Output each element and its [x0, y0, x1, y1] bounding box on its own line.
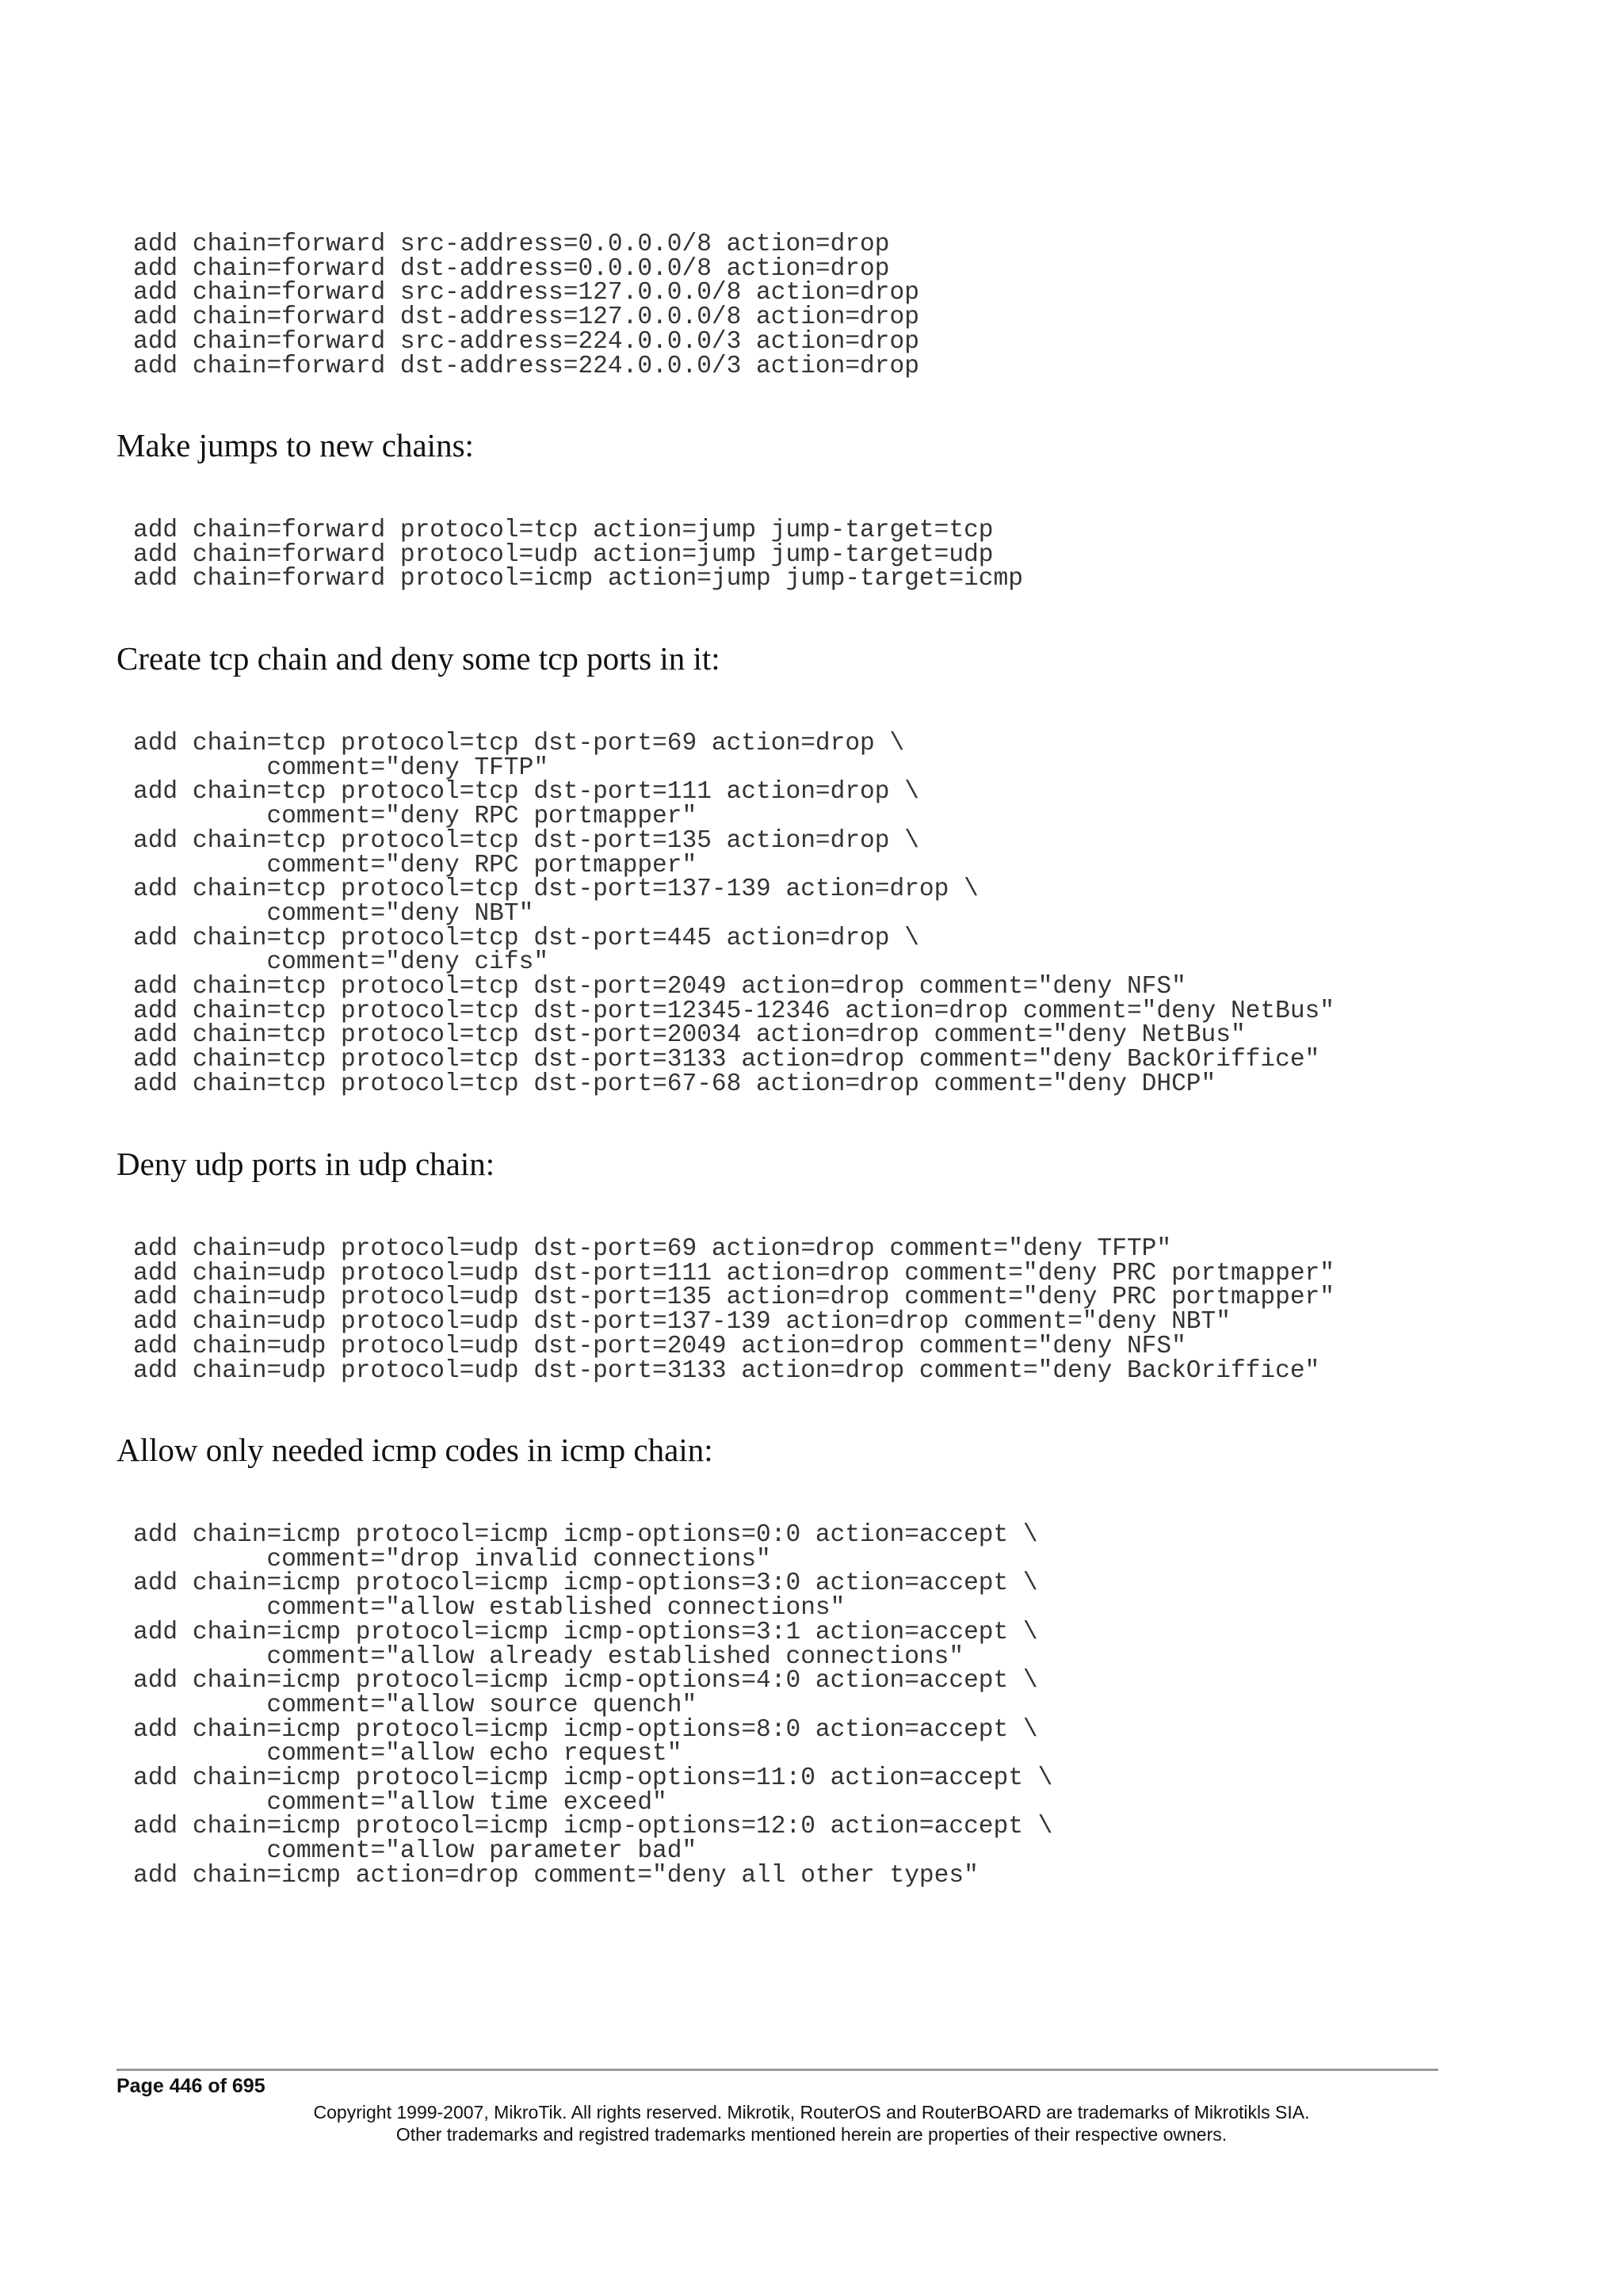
heading-udp-chain: Deny udp ports in udp chain: [116, 1146, 495, 1182]
code-block-icmp: add chain=icmp protocol=icmp icmp-options=0:0 action=accept \ comment="drop invalid connections" add chain=icmp protocol=icmp icmp-options=3:0 action=accept \ comment="allow established connections" add chain=icmp protocol=icmp icmp-options=3:1 action=accept \ comment="allow already established connections" add chain=icmp protocol=icmp icmp-options=4:0 action=accept \ comment="allow source quench" add chain=icmp protocol=icmp icmp-options=8:0 action=accept \ comment="allow echo request" add chain=icmp protocol=icmp icmp-options=11:0 action=accept \ comment="allow time exceed" add chain=icmp protocol=icmp icmp-options=12:0 action=accept \ comment="allow parameter bad" add chain=icmp action=drop comment="deny all other types" [133, 1521, 1053, 1890]
code-block-tcp: add chain=tcp protocol=tcp dst-port=69 action=drop \ comment="deny TFTP" add chain=tcp protocol=tcp dst-port=111 action=drop \ comment="deny RPC portmapper" add chain=tcp protocol=tcp dst-port=135 action=drop \ comment="deny RPC portmapper" add chain=tcp protocol=tcp dst-port=137-139 action=drop \ comment="deny NBT" add chain=tcp protocol=tcp dst-port=445 action=drop \ comment="deny cifs" add chain=tcp protocol=tcp dst-port=2049 action=drop comment="deny NFS" add chain=tcp protocol=tcp dst-port=12345-12346 action=drop comment="deny NetBus" add chain=tcp protocol=tcp dst-port=20034 action=drop comment="deny NetBus" add chain=tcp protocol=tcp dst-port=3133 action=drop comment="deny BackOriffice" add chain=tcp protocol=tcp dst-port=67-68 action=drop comment="deny DHCP" [133, 730, 1335, 1098]
heading-make-jumps: Make jumps to new chains: [116, 427, 474, 463]
code-block-udp: add chain=udp protocol=udp dst-port=69 action=drop comment="deny TFTP" add chain=udp protocol=udp dst-port=111 action=drop comment="deny PRC portmapper" add chain=udp protocol=udp dst-port=135 action=drop comment="deny PRC portmapper" add chain=udp protocol=udp dst-port=137-139 action=drop comment="deny NBT" add chain=udp protocol=udp dst-port=2049 action=drop comment="deny NFS" add chain=udp protocol=udp dst-port=3133 action=drop comment="deny BackOriffice" [133, 1235, 1335, 1385]
code-block-jumps: add chain=forward protocol=tcp action=jump jump-target=tcp add chain=forward protocol=udp action=jump jump-target=udp add chain=forward protocol=icmp action=jump jump-target=icmp [133, 517, 1023, 593]
footer-divider [116, 2069, 1438, 2071]
heading-icmp-chain: Allow only needed icmp codes in icmp chain: [116, 1432, 713, 1468]
copyright-line-1: Copyright 1999-2007, MikroTik. All rights reserved. Mikrotik, RouterOS and RouterBOARD are trademarks of Mikrotikls SIA. [313, 2102, 1310, 2122]
page-number: Page 446 of 695 [116, 2075, 265, 2097]
copyright-line-2: Other trademarks and registred trademarks mentioned herein are properties of their respective owners. [395, 2124, 1228, 2145]
code-block-forward-drop: add chain=forward src-address=0.0.0.0/8 action=drop add chain=forward dst-address=0.0.0.0/8 action=drop add chain=forward src-address=127.0.0.0/8 action=drop add chain=forward dst-address=127.0.0.0/8 action=drop add chain=forward src-address=224.0.0.0/3 action=drop add chain=forward dst-address=224.0.0.0/3 action=drop [133, 231, 919, 380]
heading-tcp-chain: Create tcp chain and deny some tcp ports in it: [116, 640, 720, 677]
